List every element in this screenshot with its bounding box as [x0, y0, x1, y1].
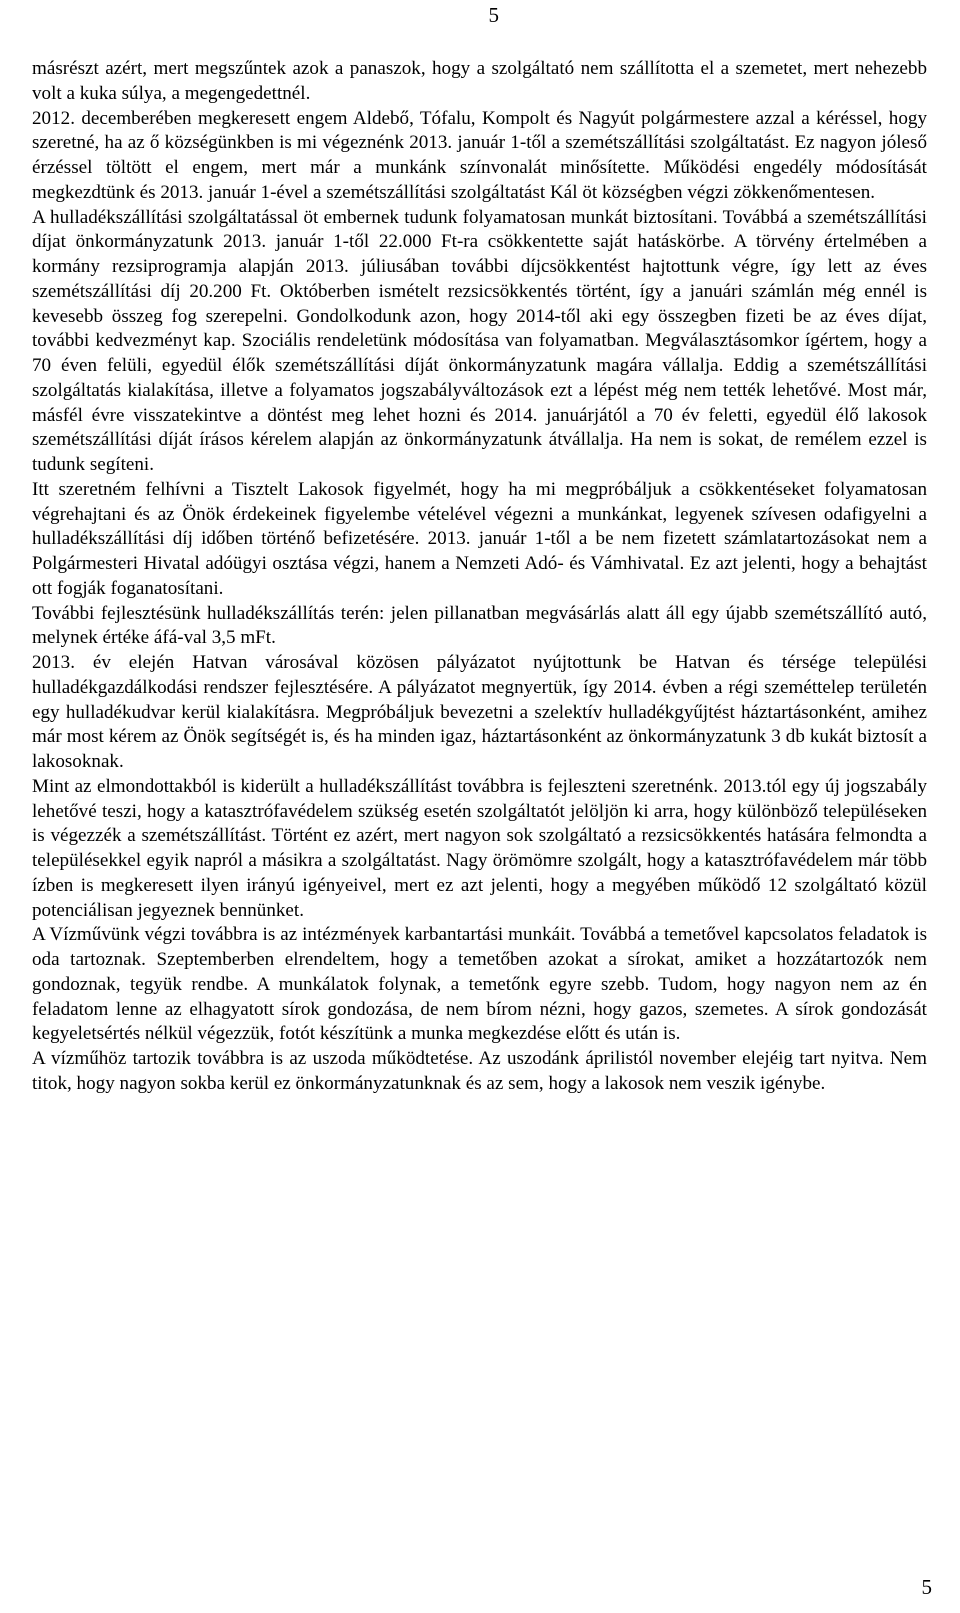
paragraph: másrészt azért, mert megszűntek azok a panaszok, hogy a szolgáltató nem szállította el a szemetet, mert nehezebb volt a kuka súlya, a megengedettnél.: [32, 58, 927, 104]
paragraph: A Vízművünk végzi továbbra is az intézmények karbantartási munkáit. Továbbá a temetővel kapcsolatos feladatok is oda tartoznak. Szeptemberben elrendeltem, hogy a temetőben azokat a sírokat, amiket a hozzátartozók nem gondoznak, tegyük rendbe. A munkálatok folynak, a temetőnk egyre szebb. Tudom, hogy nagyon nem az én feladatom lenne az elhagyatott sírok gondozása, de nem bírom nézni, hogy gazos, szemetes. A sírok gondozását kegyeletsértés nélkül végezzük, fotót készítünk a munka megkezdése előtt és után is.: [32, 924, 927, 1045]
page-number-top: 5: [488, 3, 499, 27]
paragraph: Mint az elmondottakból is kiderült a hulladékszállítást továbbra is fejleszteni szeretnénk. 2013.tól egy új jogszabály lehetővé teszi, hogy a katasztrófavédelem szükség esetén szolgáltatót jelöljön ki arra, hogy különböző településeken is végezzék a szemétszállítást. Történt ez azért, mert nagyon sok szolgáltató a rezsicsökkentés hatására felmondta a településekkel egyik napról a másikra a szolgáltatást. Nagy örömömre szolgált, hogy a katasztrófavédelem már több ízben is megkeresett ilyen irányú igényeivel, mert ez azt jelenti, hogy a megyében működő 12 szolgáltató közül potenciálisan jegyeznek bennünket.: [32, 775, 927, 921]
paragraph: Itt szeretném felhívni a Tisztelt Lakosok figyelmét, hogy ha mi megpróbáljuk a csökkentéseket folyamatosan végrehajtani és az Önök érdekeinek figyelembe vételével végezni a munkánkat, legyenek szívesen odafigyelni a hulladékszállítási díj időben történő befizetésére. 2013. január 1-től a be nem fizetett számlatartozásokat nem a Polgármesteri Hivatal adóügyi osztása végzi, hanem a Nemzeti Adó- és Vámhivatal. Ez azt jelenti, hogy a behajtást ott fogják foganatosítani.: [32, 478, 927, 599]
paragraph: 2013. év elején Hatvan városával közösen pályázatot nyújtottunk be Hatvan és térsége települési hulladékgazdálkodási rendszer fejlesztésére. A pályázatot megnyertük, így 2014. évben a régi szeméttelep területén egy hulladékudvar kerül kialakításra. Megpróbáljuk bevezetni a szelektív hulladékgyűjtést háztartásonként, amihez már most kérem az Önök segítségét is, és ha minden igaz, háztartásonként az önkormányzatunk 3 db kukát biztosít a lakosoknak.: [32, 652, 927, 772]
page-number-bottom: 5: [921, 1575, 932, 1599]
paragraph: 2012. decemberében megkeresett engem Aldebő, Tófalu, Kompolt és Nagyút polgármestere azzal a kéréssel, hogy szeretné, ha az ő községünkben is mi végeznénk 2013. január 1-től a szemétszállítási szolgáltatást. Ez nagyon jóleső érzéssel töltött el engem, mert már a munkánk színvonalát minősítette. Működési engedély módosítását megkezdtünk és 2013. január 1-ével a szemétszállítási szolgáltatást Kál öt községben végzi zökkenőmentesen.: [32, 107, 927, 203]
paragraph: A vízműhöz tartozik továbbra is az uszoda működtetése. Az uszodánk áprilistól november elejéig tart nyitva. Nem titok, hogy nagyon sokba kerül ez önkormányzatunknak és az sem, hogy a lakosok nem veszik igénybe.: [32, 1048, 927, 1094]
paragraph: A hulladékszállítási szolgáltatással öt embernek tudunk folyamatosan munkát biztosítani. Továbbá a szemétszállítási díjat önkormányzatunk 2013. január 1-től 22.000 Ft-ra csökkentette saját hatáskörbe. A törvény értelmében a kormány rezsiprogramja alapján 2013. júliusában további díjcsökkentést hajtottunk végre, így lett az éves szemétszállítási díj 20.200 Ft. Októberben ismételt rezsicsökkentés történt, így a januári számlán még ennél is kevesebb összeg fog szerepelni. Gondolkodunk azon, hogy 2014-től aki egy összegben fizeti be az éves díjat, további kedvezményt kap. Szociális rendeletünk módosítása van folyamatban. Megválasztásomkor ígértem, hogy a 70 éven felüli, egyedül élők szemétszállítási díját önkormányzatunk magára vállalja. Eddig a szemétszállítási szolgáltatás kialakítása, illetve a folyamatos jogszabályváltozások ezt a lépést még nem tették lehetővé. Most már, másfél évre visszatekintve a döntést meg lehet hozni és 2014. januárjától a 70 év feletti, egyedül élő lakosok szemétszállítási díját írásos kérelem alapján az önkormányzatunk átvállalja. Ha nem is sokat, de remélem ezzel is tudunk segíteni.: [32, 206, 927, 475]
paragraph: További fejlesztésünk hulladékszállítás terén: jelen pillanatban megvásárlás alatt áll egy újabb szemétszállító autó, melynek értéke áfá-val 3,5 mFt.: [32, 602, 927, 649]
document-body: [32, 57, 927, 1097]
